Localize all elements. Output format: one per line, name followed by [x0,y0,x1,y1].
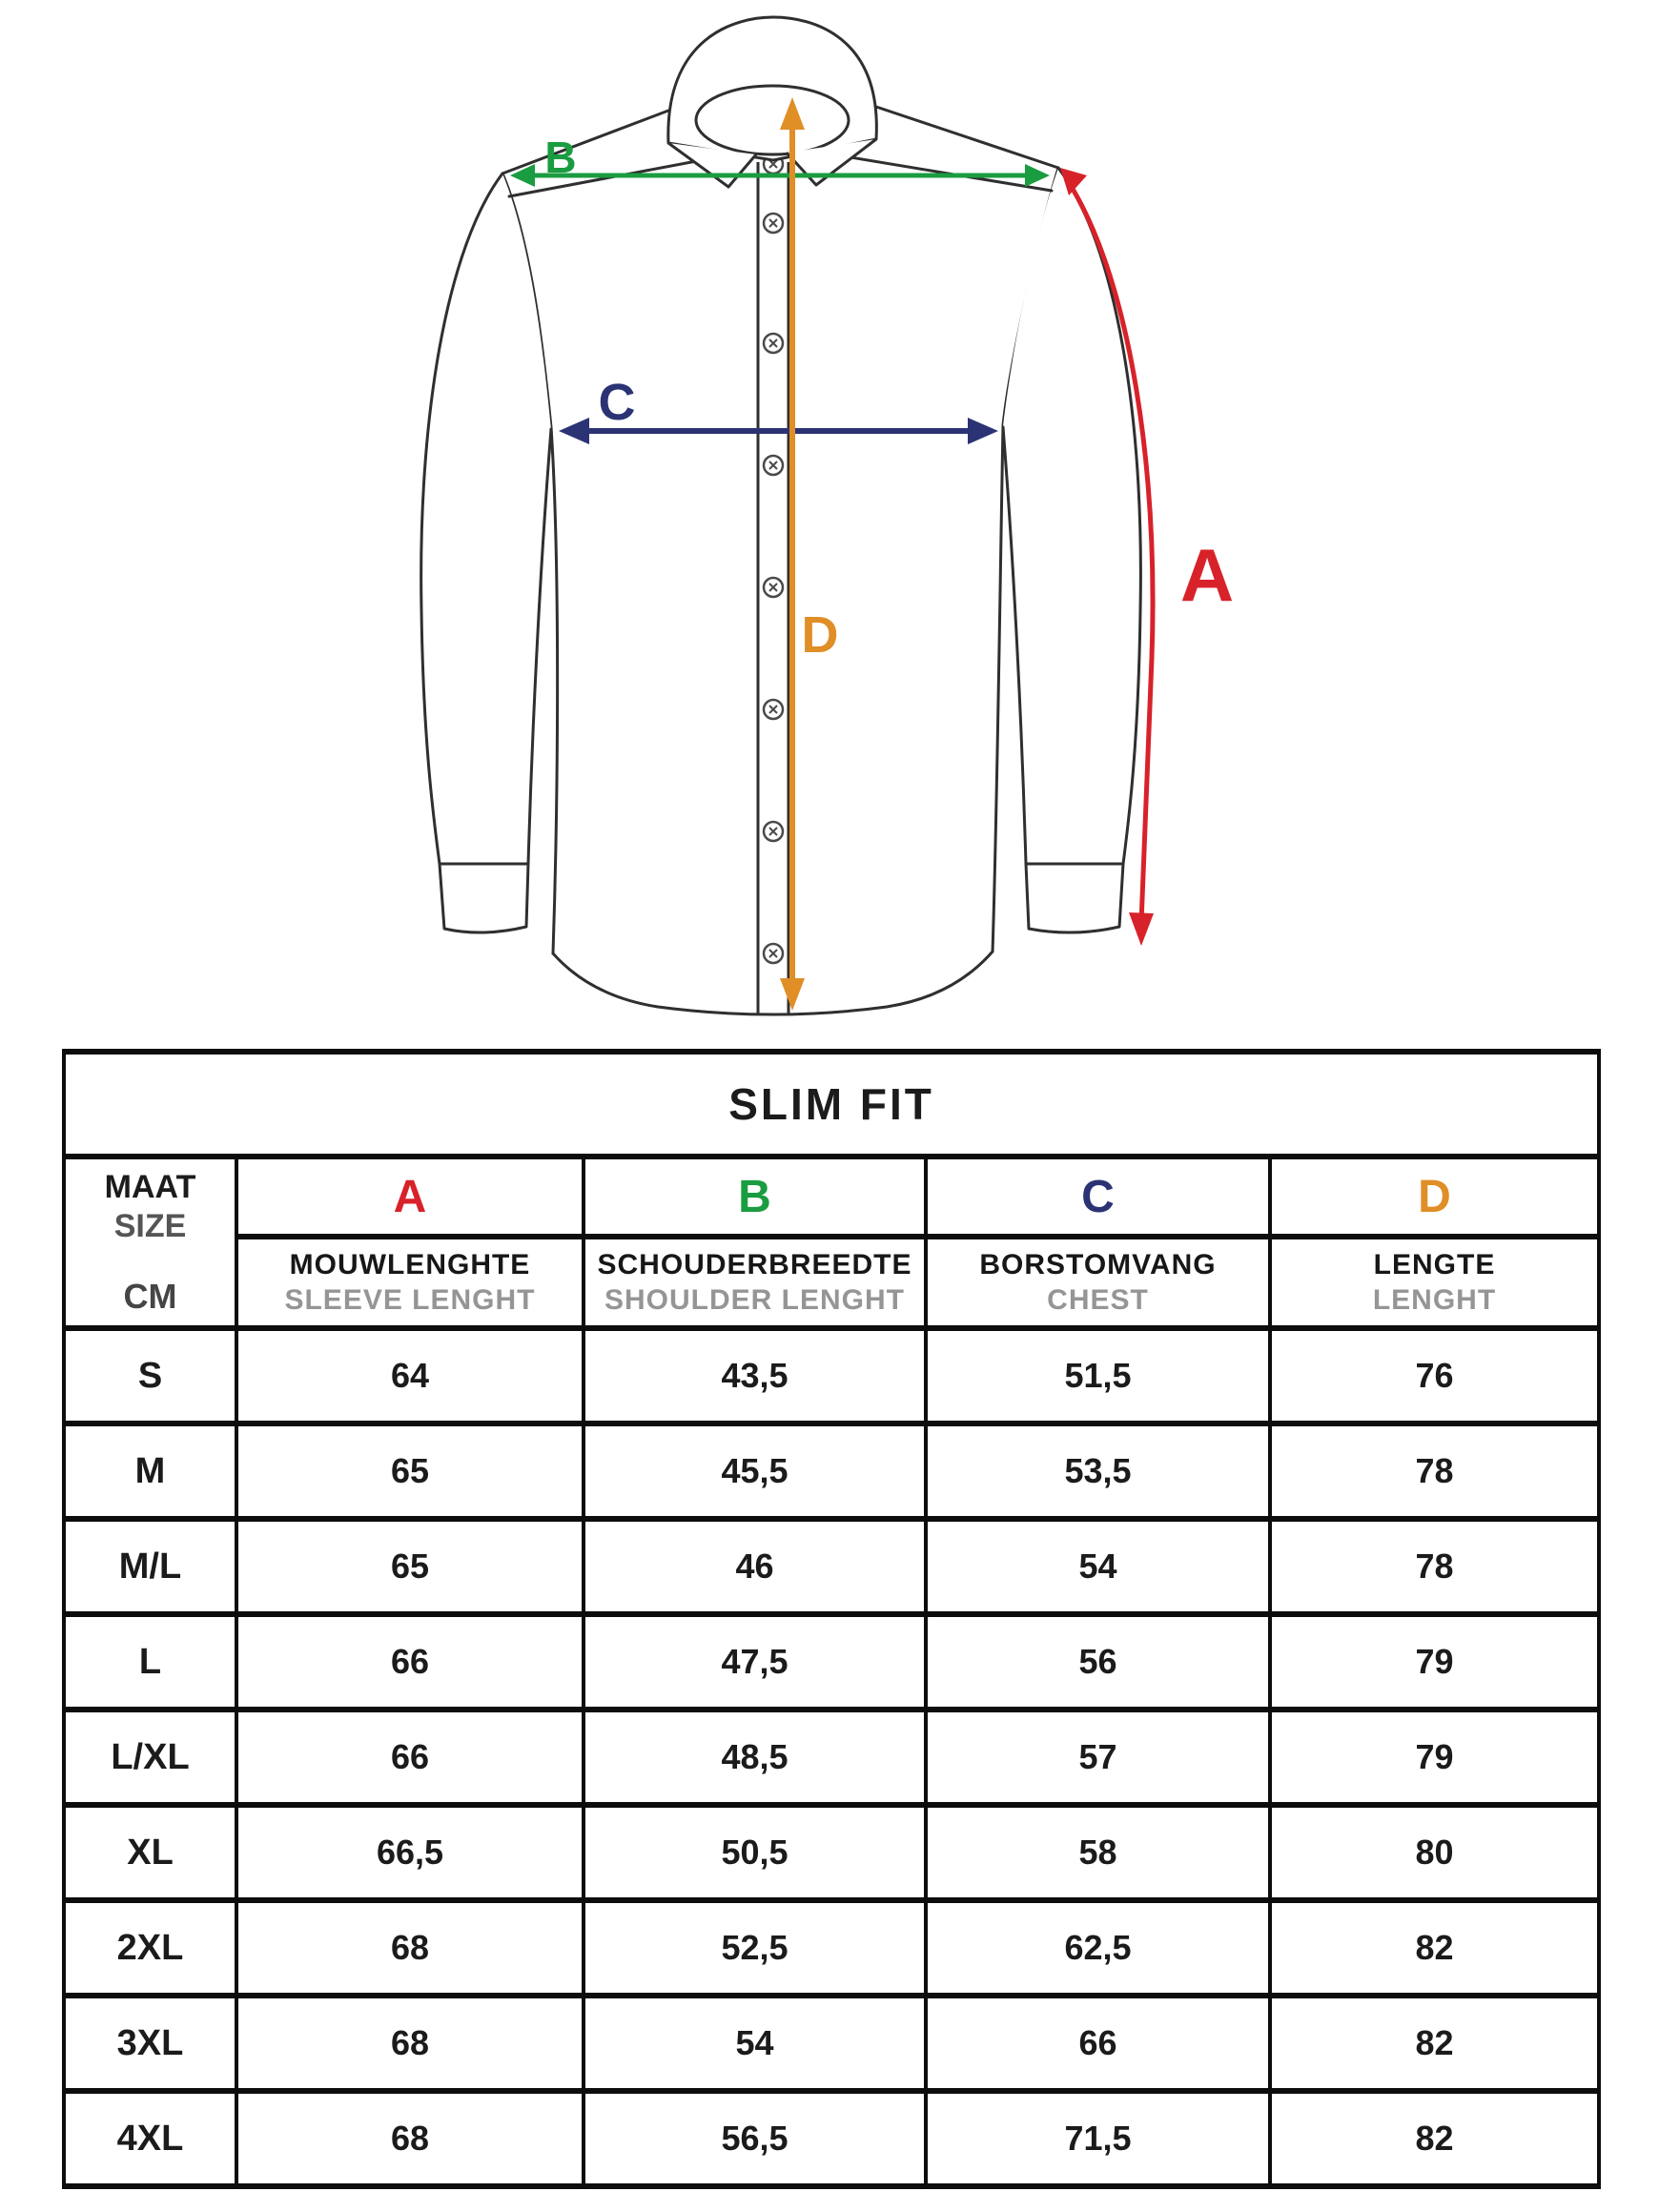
size-cell: 2XL [64,1900,236,1996]
size-cell: L [64,1614,236,1710]
value-cell: 64 [236,1328,584,1423]
measure-label-d: D [801,606,839,664]
size-cell: S [64,1328,236,1423]
value-cell: 79 [1270,1614,1599,1710]
table-title: SLIM FIT [64,1052,1599,1157]
corner-unit-label: CM [123,1276,177,1316]
value-cell: 56,5 [584,2091,926,2186]
value-cell: 48,5 [584,1710,926,1805]
shirt-body [502,105,1058,1014]
table-row [64,1614,1599,1710]
value-cell: 66,5 [236,1805,584,1900]
table-row [64,1052,1599,1157]
value-cell: 58 [926,1805,1270,1900]
column-name-b [584,1237,926,1328]
table-row [64,1519,1599,1614]
value-cell: 80 [1270,1805,1599,1900]
column-letter-b: B [584,1157,926,1237]
column-name-c [926,1237,1270,1328]
value-cell: 43,5 [584,1328,926,1423]
value-cell: 82 [1270,2091,1599,2186]
column-name-en: SLEEVE LENGHT [284,1284,536,1316]
value-cell: 62,5 [926,1900,1270,1996]
button-icon [764,822,783,841]
button-icon [764,456,783,475]
table-row [64,1237,1599,1328]
value-cell: 66 [926,1996,1270,2091]
value-cell: 51,5 [926,1328,1270,1423]
collar [668,17,877,187]
value-cell: 57 [926,1710,1270,1805]
table-row [64,1900,1599,1996]
measure-label-c: C [598,374,636,431]
value-cell: 66 [236,1710,584,1805]
corner-maat-label: MAAT [104,1169,196,1206]
measure-label-b: B [544,133,577,182]
value-cell: 82 [1270,1900,1599,1996]
column-name-nl: BORSTOMVANG [979,1248,1217,1280]
value-cell: 79 [1270,1710,1599,1805]
size-table [62,1049,1601,2189]
value-cell: 65 [236,1519,584,1614]
column-name-en: SHOULDER LENGHT [604,1284,905,1316]
size-cell: M/L [64,1519,236,1614]
button-icon [764,334,783,353]
column-name-en: CHEST [1047,1284,1149,1316]
table-row [64,2091,1599,2186]
value-cell: 52,5 [584,1900,926,1996]
value-cell: 66 [236,1614,584,1710]
value-cell: 46 [584,1519,926,1614]
value-cell: 82 [1270,1996,1599,2091]
value-cell: 45,5 [584,1423,926,1519]
value-cell: 65 [236,1423,584,1519]
column-letter-c: C [926,1157,1270,1237]
value-cell: 68 [236,2091,584,2186]
table-row [64,1805,1599,1900]
value-cell: 53,5 [926,1423,1270,1519]
button-icon [764,214,783,233]
value-cell: 68 [236,1900,584,1996]
value-cell: 54 [926,1519,1270,1614]
table-row [64,1423,1599,1519]
size-cell: L/XL [64,1710,236,1805]
left-sleeve [421,174,551,932]
value-cell: 78 [1270,1423,1599,1519]
column-name-en: LENGHT [1372,1284,1497,1316]
value-cell: 76 [1270,1328,1599,1423]
table-row [64,1710,1599,1805]
button-icon [764,944,783,963]
size-cell: 3XL [64,1996,236,2091]
column-name-nl: LENGTE [1373,1248,1496,1280]
column-letter-d: D [1270,1157,1599,1237]
value-cell: 50,5 [584,1805,926,1900]
button-icon [764,700,783,719]
value-cell: 71,5 [926,2091,1270,2186]
column-name-nl: MOUWLENGHTE [289,1248,531,1280]
column-name-nl: SCHOUDERBREEDTE [597,1248,912,1280]
value-cell: 68 [236,1996,584,2091]
corner-size-label: SIZE [113,1208,187,1244]
size-cell: XL [64,1805,236,1900]
size-cell: M [64,1423,236,1519]
shirt-measurement-diagram [0,0,1659,1044]
column-letter-a: A [236,1157,584,1237]
corner-cell [64,1157,236,1328]
column-name-a [236,1237,584,1328]
table-row [64,1328,1599,1423]
value-cell: 54 [584,1996,926,2091]
value-cell: 78 [1270,1519,1599,1614]
value-cell: 56 [926,1614,1270,1710]
button-icon [764,578,783,597]
column-name-d [1270,1237,1599,1328]
measure-label-a: A [1179,533,1235,617]
value-cell: 47,5 [584,1614,926,1710]
table-row [64,1996,1599,2091]
size-cell: 4XL [64,2091,236,2186]
table-row [64,1157,1599,1237]
